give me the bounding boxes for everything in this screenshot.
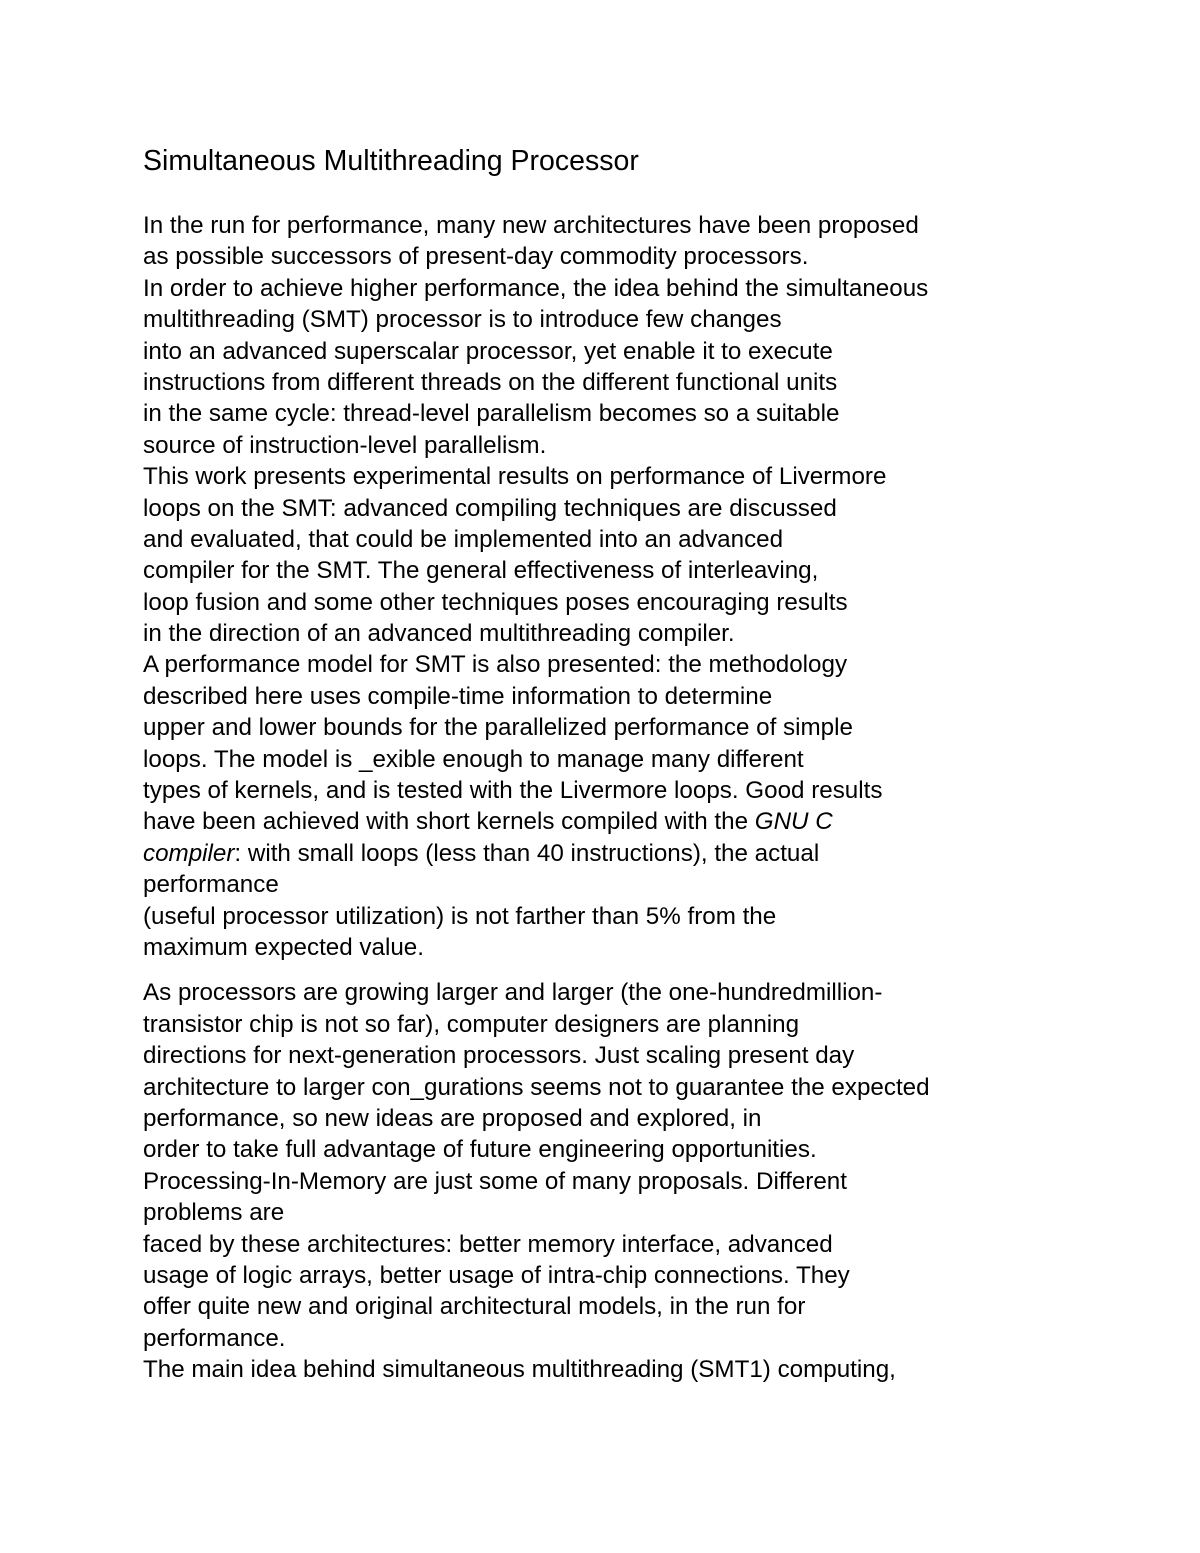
- text-line: performance: [143, 871, 279, 899]
- text-line: usage of logic arrays, better usage of intra-chip connections. They: [143, 1261, 850, 1289]
- text-line: order to take full advantage of future engineering opportunities.: [143, 1136, 817, 1164]
- text-line: architecture to larger con_gurations seems not to guarantee the expected: [143, 1073, 930, 1101]
- text-line: multithreading (SMT) processor is to introduce few changes: [143, 306, 782, 334]
- text-line: types of kernels, and is tested with the Livermore loops. Good results: [143, 777, 883, 805]
- text-line: maximum expected value.: [143, 933, 424, 961]
- text-line: [143, 838, 1183, 869]
- text-line: performance, so new ideas are proposed and explored, in: [143, 1104, 762, 1132]
- text-line: In the run for performance, many new architectures have been proposed: [143, 212, 919, 239]
- text-line: This work presents experimental results on performance of Livermore: [143, 463, 887, 491]
- text-line: transistor chip is not so far), computer designers are planning: [143, 1010, 800, 1038]
- text-line: compiler for the SMT. The general effectiveness of interleaving,: [143, 557, 819, 585]
- text-line: [143, 806, 1183, 837]
- text-line: loop fusion and some other techniques poses encouraging results: [143, 588, 848, 616]
- text-span: : with small loops (less than 40 instructions), the actual: [234, 839, 820, 867]
- text-span: have been achieved with short kernels compiled with the: [143, 808, 755, 836]
- text-line: source of instruction-level parallelism.: [143, 431, 547, 459]
- text-line: as possible successors of present-day commodity processors.: [143, 243, 809, 271]
- italic-text: compiler: [143, 839, 235, 867]
- text-line: (useful processor utilization) is not farther than 5% from the: [143, 902, 777, 930]
- text-line: offer quite new and original architectural models, in the run for: [143, 1293, 806, 1321]
- text-line: In order to achieve higher performance, the idea behind the simultaneous: [143, 274, 929, 302]
- text-line: A performance model for SMT is also presented: the methodology: [143, 651, 848, 679]
- italic-text: GNU C: [754, 808, 833, 836]
- text-line: performance.: [143, 1324, 286, 1352]
- text-line: into an advanced superscalar processor, yet enable it to execute: [143, 337, 833, 365]
- text-line: As processors are growing larger and larger (the one-hundredmillion-: [143, 979, 883, 1007]
- text-line: instructions from different threads on the different functional units: [143, 368, 838, 396]
- text-line: described here uses compile-time information to determine: [143, 682, 773, 710]
- text-line: loops. The model is _exible enough to manage many different: [143, 745, 804, 773]
- text-line: faced by these architectures: better memory interface, advanced: [143, 1230, 833, 1258]
- document-body: [143, 210, 1183, 1385]
- text-line: The main idea behind simultaneous multithreading (SMT1) computing,: [143, 1356, 896, 1384]
- text-line: Processing-In-Memory are just some of many proposals. Different: [143, 1167, 847, 1195]
- text-line: in the same cycle: thread-level parallelism becomes so a suitable: [143, 400, 840, 428]
- text-line: problems are: [143, 1199, 285, 1227]
- text-line: upper and lower bounds for the parallelized performance of simple: [143, 714, 853, 742]
- text-line: and evaluated, that could be implemented into an advanced: [143, 525, 784, 553]
- text-line: directions for next-generation processors. Just scaling present day: [143, 1042, 855, 1070]
- text-line: in the direction of an advanced multithreading compiler.: [143, 620, 735, 648]
- text-line: loops on the SMT: advanced compiling techniques are discussed: [143, 494, 837, 522]
- document-title: Simultaneous Multithreading Processor: [143, 145, 639, 177]
